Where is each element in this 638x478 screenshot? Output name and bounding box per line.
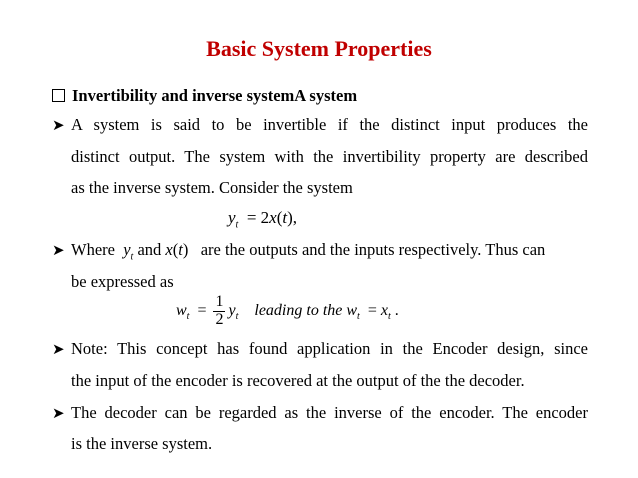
bullet1-line2: distinct output. The system with the invertibility property are described (71, 147, 588, 166)
bullet2-line1: Where $y_t$ and x(t) are the outputs and the inputs respectively. Thus can (71, 240, 546, 263)
arrow-bullet-icon: ➤ (52, 118, 65, 134)
bullet4-line2: is the inverse system. (71, 434, 213, 453)
bullet1-line1: A system is said to be invertible if the distinct input produces the (71, 115, 588, 134)
equation-1: $y_t = 2x(t)$, (228, 208, 298, 231)
fraction-one-half: $\frac{1}{2}$ (215, 293, 224, 328)
equation-2: $w_t$ = $\frac{1}{2}$ $y_t$ leading to the $w_t = x_t$ . (176, 293, 399, 328)
section-heading (52, 86, 357, 106)
bullet2-where: Where (71, 240, 115, 259)
bullet-arrow-1 (52, 115, 71, 135)
arrow-bullet-icon: ➤ (52, 243, 65, 259)
bullet3-line2: the input of the encoder is recovered at the output of the the decoder. (71, 371, 525, 390)
checkbox-bullet-icon (52, 89, 65, 102)
arrow-bullet-icon: ➤ (52, 342, 65, 358)
equation2-text: leading to the (254, 301, 343, 319)
bullet2-and: and (137, 240, 162, 259)
bullet2-rest: are the outputs and the inputs respectively. Thus can (200, 240, 546, 259)
bullet-arrow-3 (52, 339, 71, 359)
bullet1-line3: as the inverse system. Consider the system (71, 178, 353, 197)
bullet-arrow-2 (52, 240, 71, 260)
bullet3-line1: Note: This concept has found application in the Encoder design, since (71, 339, 588, 358)
bullet2-line2: be expressed as (71, 272, 174, 291)
bullet-arrow-4 (52, 403, 71, 423)
bullet4-line1: The decoder can be regarded as the inverse of the encoder. The encoder (71, 403, 588, 422)
slide-title: Basic System Properties (206, 36, 432, 61)
section-heading-text: Invertibility and inverse systemA system (72, 86, 358, 105)
arrow-bullet-icon: ➤ (52, 406, 65, 422)
